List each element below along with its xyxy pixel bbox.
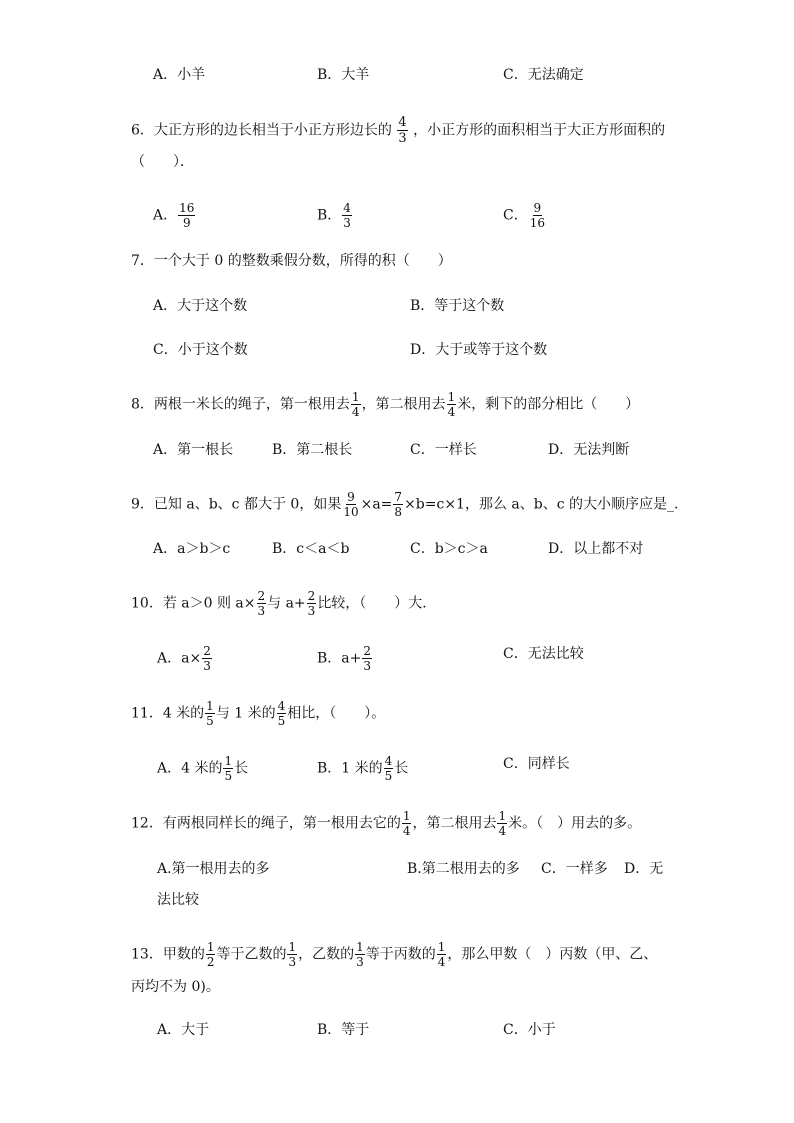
fraction-numerator: 1 xyxy=(224,754,233,768)
fraction-denominator: 3 xyxy=(343,216,351,230)
q7-option-a: A．大于这个数 xyxy=(153,298,248,314)
fraction-numerator: 1 xyxy=(206,940,215,954)
fraction-denominator: 2 xyxy=(206,955,215,969)
fraction-denominator: 3 xyxy=(307,604,316,618)
q12-option-d-continued: 法比较 xyxy=(157,892,199,908)
fraction-numerator: 1 xyxy=(356,940,364,954)
q13-option-b: B．等于 xyxy=(317,1022,370,1038)
q10-option-b-fraction xyxy=(362,645,372,672)
fraction-denominator: 3 xyxy=(356,955,364,969)
q13-fraction-3 xyxy=(355,941,365,968)
q13-fraction-2 xyxy=(287,941,297,968)
fraction-denominator: 5 xyxy=(277,714,286,728)
q8-stem: 8．两根一米长的绳子，第一根用去 $\frac{1}{4}$ ，第二根用去 $\frac{1}{4}$ 米，剩下的部分相比（ ） xyxy=(131,390,640,419)
fraction-denominator: 5 xyxy=(224,769,233,783)
q9-stem: 9．已知 a、b、c 都大于 0，如果 $\frac{9}{10}$ ×a= $\frac{7}{8}$ ×b=c×1，那么 a、b、c 的大小顺序应是_. xyxy=(131,490,679,519)
q10-option-a-fraction xyxy=(202,645,212,672)
fraction-denominator: 9 xyxy=(182,216,191,230)
q13-stem-line2: 丙均不为 0)。 xyxy=(131,979,220,995)
q12-stem: 12．有两根同样长的绳子，第一根用去它的 $\frac{1}{4}$ ，第二根用去 $\frac{1}{4}$ 米。（ ）用去的多。 xyxy=(131,809,642,838)
q9-option-c: C．b＞c＞a xyxy=(410,541,488,557)
fraction-numerator: 16 xyxy=(179,201,195,215)
q8-fraction-1 xyxy=(351,391,361,418)
q11-option-b: B．1 米的 $\frac{4}{5}$ 长 xyxy=(317,754,409,783)
fraction-denominator: 5 xyxy=(206,714,214,728)
q9-option-d: D．以上都不对 xyxy=(548,541,644,557)
fraction-numerator: 1 xyxy=(351,390,360,404)
fraction-denominator: 4 xyxy=(437,955,446,969)
q10-fraction-1 xyxy=(257,590,267,617)
q9-fraction-1 xyxy=(342,491,359,518)
fraction-denominator: 10 xyxy=(343,505,359,519)
q6-option-b-fraction xyxy=(342,202,352,229)
fraction-numerator: 4 xyxy=(277,699,286,713)
fraction-denominator: 3 xyxy=(363,659,372,673)
fraction-denominator: 16 xyxy=(529,216,545,230)
fraction-denominator: 3 xyxy=(398,131,407,146)
q5-option-a: A．小羊 xyxy=(153,67,206,83)
q13-fraction-4 xyxy=(437,941,447,968)
fraction-denominator: 3 xyxy=(288,955,297,969)
q11-fraction-2 xyxy=(277,700,287,727)
q12-option-b: B.第二根用去的多 xyxy=(407,861,520,877)
fraction-numerator: 4 xyxy=(384,754,393,768)
q6-option-a-fraction xyxy=(178,202,195,229)
fraction-numerator: 4 xyxy=(343,201,351,215)
q6-fraction xyxy=(397,116,407,145)
q7-option-d: D．大于或等于这个数 xyxy=(410,342,548,358)
q6-option-a: A． $\frac{16}{9}$ xyxy=(153,201,195,230)
q7-option-b: B．等于这个数 xyxy=(410,298,505,314)
q13-option-a: A．大于 xyxy=(157,1022,210,1038)
fraction-denominator: 4 xyxy=(498,824,507,838)
q9-option-a: A．a＞b＞c xyxy=(153,541,231,557)
fraction-denominator: 8 xyxy=(394,505,403,519)
fraction-denominator: 3 xyxy=(257,604,266,618)
q7-option-c: C．小于这个数 xyxy=(153,342,248,358)
q11-option-a-fraction xyxy=(223,755,233,782)
q11-fraction-1 xyxy=(205,700,215,727)
fraction-numerator: 4 xyxy=(398,115,407,130)
q13-option-c: C．小于 xyxy=(503,1022,556,1038)
q6-option-c-fraction xyxy=(529,202,546,229)
q8-option-a: A．第一根长 xyxy=(153,442,234,458)
q10-stem: 10．若 a＞0 则 a× $\frac{2}{3}$ 与 a+ $\frac{2}{3}$ 比较，（ ）大． xyxy=(131,589,437,618)
q8-option-d: D．无法判断 xyxy=(548,442,630,458)
fraction-numerator: 1 xyxy=(206,699,214,713)
q11-stem: 11．4 米的 $\frac{1}{5}$ 与 1 米的 $\frac{4}{5}$ 相比，（ ）。 xyxy=(131,699,386,728)
fraction-numerator: 1 xyxy=(447,390,456,404)
fraction-numerator: 2 xyxy=(307,589,316,603)
q8-fraction-2 xyxy=(447,391,457,418)
fraction-numerator: 1 xyxy=(402,809,411,823)
q11-option-c: C．同样长 xyxy=(503,756,570,772)
q6-text-pre: 6．大正方形的边长相当于小正方形边长的 xyxy=(131,122,392,139)
q5-option-b: B．大羊 xyxy=(317,67,370,83)
q12-option-d: D．无 xyxy=(624,861,664,877)
fraction-numerator: 2 xyxy=(203,644,211,658)
q6-text-post: ，小正方形的面积相当于大正方形面积的 xyxy=(413,122,666,139)
q12-option-a: A.第一根用去的多 xyxy=(157,861,270,877)
fraction-numerator: 1 xyxy=(437,940,446,954)
q6-option-c: C． $\frac{9}{16}$ xyxy=(503,201,545,230)
fraction-numerator: 1 xyxy=(288,940,297,954)
q10-fraction-2 xyxy=(307,590,317,617)
q8-option-c: C．一样长 xyxy=(410,442,477,458)
q12-fraction-1 xyxy=(402,810,412,837)
fraction-denominator: 4 xyxy=(402,824,411,838)
fraction-denominator: 4 xyxy=(351,405,360,419)
q8-option-b: B．第二根长 xyxy=(272,442,353,458)
q6-stem-line2: （ ）． xyxy=(131,154,194,170)
fraction-numerator: 2 xyxy=(257,589,266,603)
q11-option-a: A．4 米的 $\frac{1}{5}$ 长 xyxy=(157,754,249,783)
q12-option-c: C．一样多 xyxy=(541,861,608,877)
fraction-numerator: 9 xyxy=(533,201,542,215)
fraction-numerator: 7 xyxy=(394,490,403,504)
q10-option-b: B．a+ $\frac{2}{3}$ xyxy=(317,644,372,673)
q13-fraction-1 xyxy=(206,941,216,968)
q7-stem: 7．一个大于 0 的整数乘假分数，所得的积（ ） xyxy=(131,253,452,269)
q13-stem: 13．甲数的 $\frac{1}{2}$ 等于乙数的 $\frac{1}{3}$ ，乙数的 $\frac{1}{3}$ 等于丙数的 $\frac{1}{4}$ ，那么甲数（ ）丙数（甲、乙、 xyxy=(131,940,658,969)
q12-fraction-2 xyxy=(497,810,507,837)
q9-option-b: B．c＜a＜b xyxy=(272,541,350,557)
fraction-numerator: 2 xyxy=(363,644,372,658)
q6-option-b: B． $\frac{4}{3}$ xyxy=(317,201,351,230)
fraction-denominator: 3 xyxy=(203,659,211,673)
q6-stem xyxy=(131,116,665,145)
fraction-denominator: 5 xyxy=(384,769,393,783)
q5-option-c: C．无法确定 xyxy=(503,67,584,83)
fraction-denominator: 4 xyxy=(447,405,456,419)
fraction-numerator: 1 xyxy=(498,809,507,823)
fraction-numerator: 9 xyxy=(347,490,355,504)
q11-option-b-fraction xyxy=(384,755,394,782)
q10-option-c: C．无法比较 xyxy=(503,646,584,662)
q10-option-a: A．a× $\frac{2}{3}$ xyxy=(157,644,211,673)
q9-fraction-2 xyxy=(393,491,403,518)
